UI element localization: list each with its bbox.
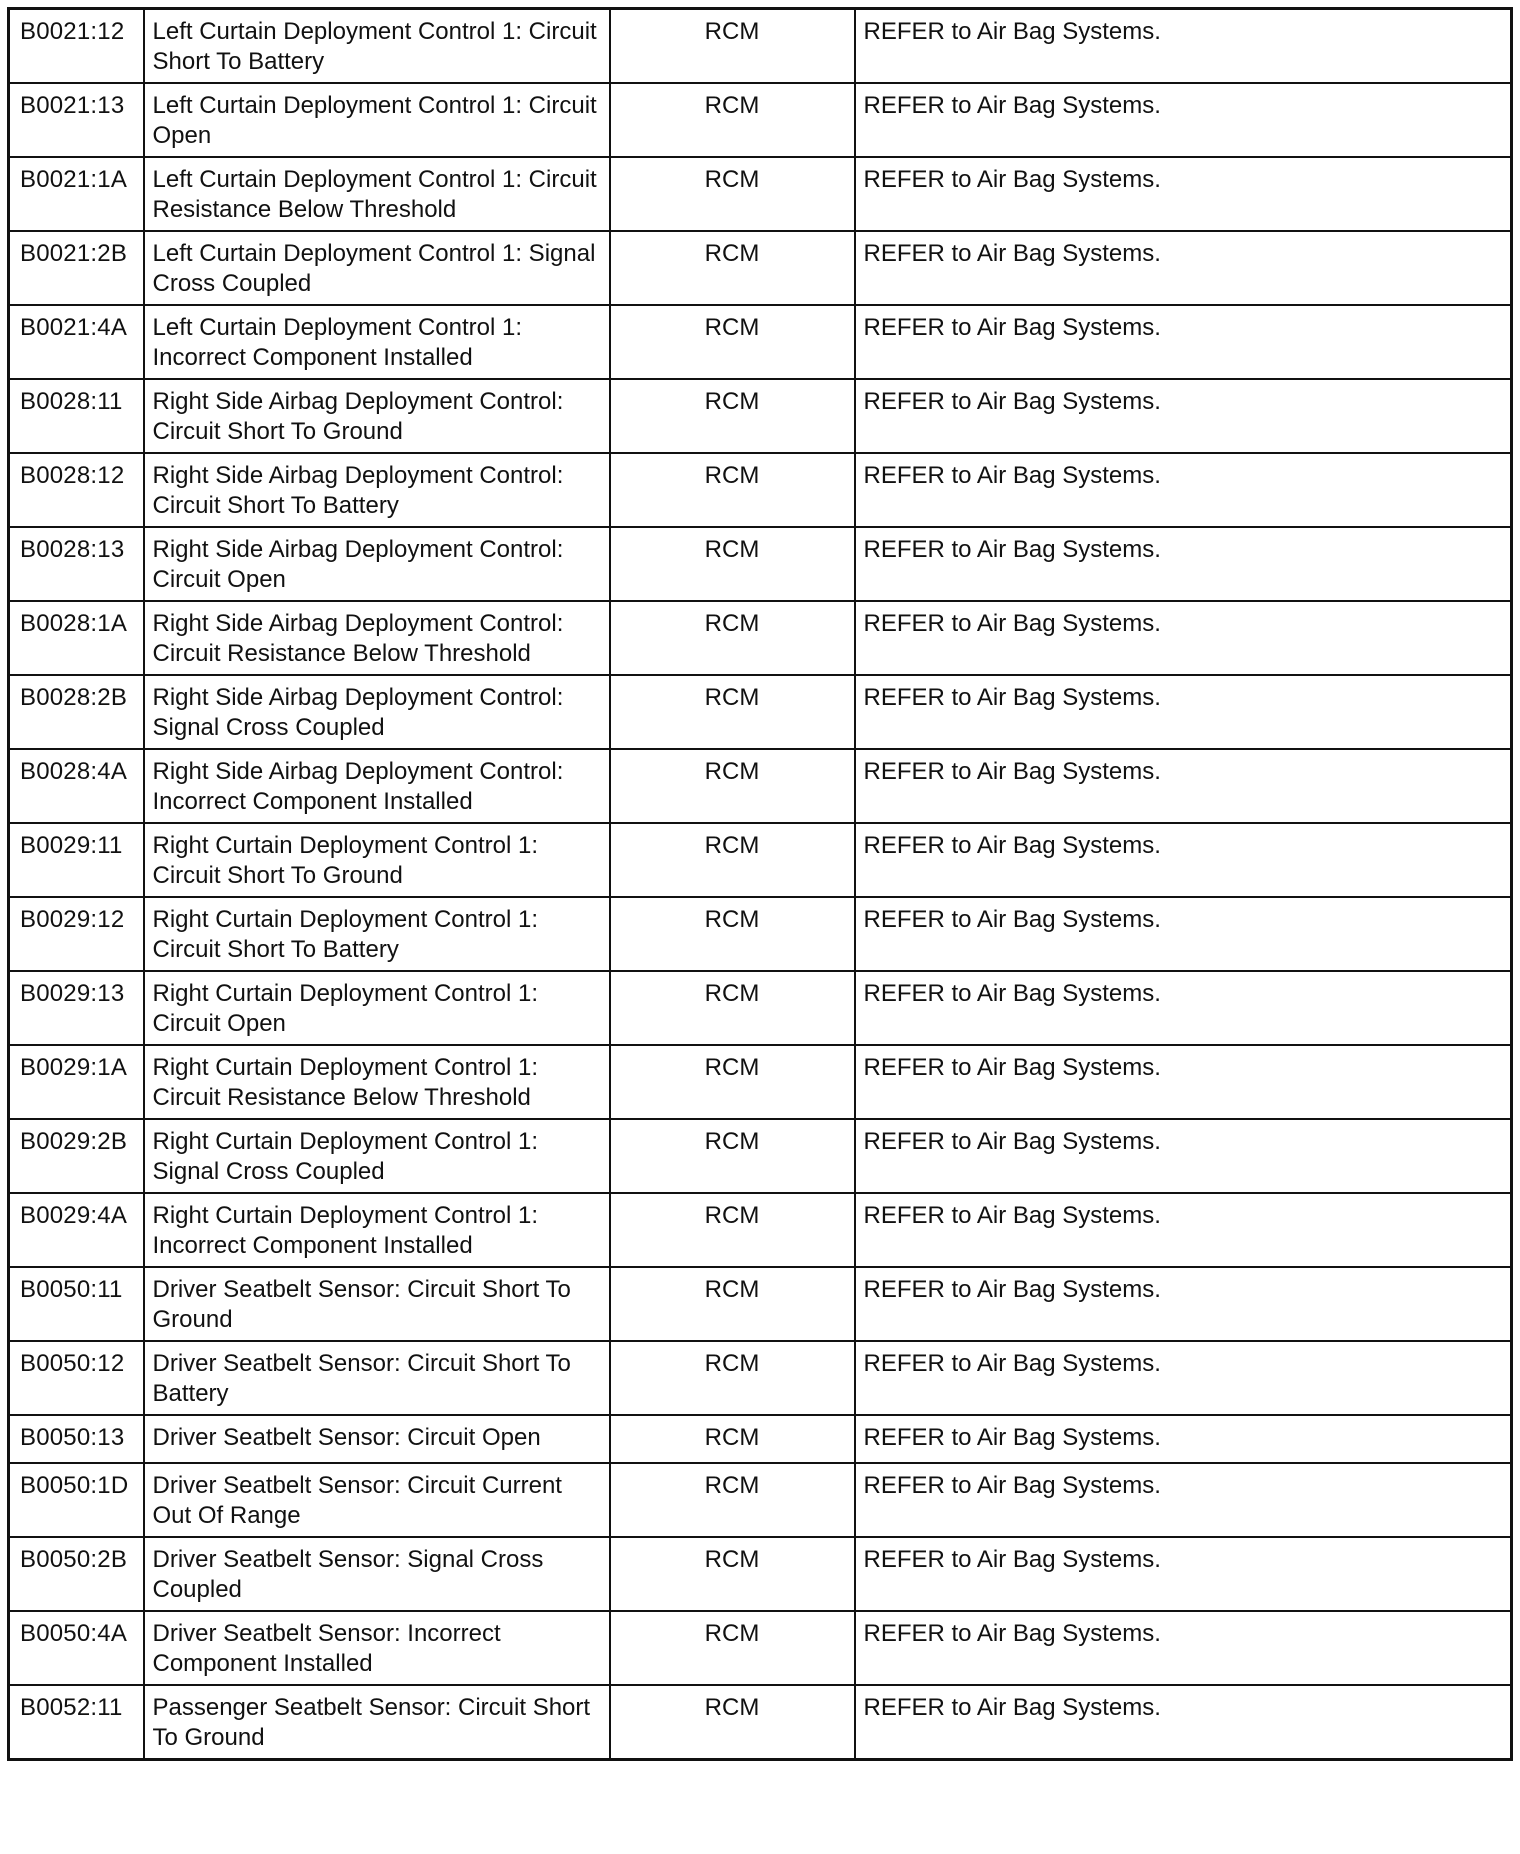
module-cell: RCM	[610, 1611, 855, 1685]
module-cell: RCM	[610, 1537, 855, 1611]
table-row	[9, 379, 1512, 453]
module-cell: RCM	[610, 897, 855, 971]
action-cell: REFER to Air Bag Systems.	[855, 379, 1512, 453]
dtc-description-cell: Right Side Airbag Deployment Control: Signal Cross Coupled	[144, 675, 610, 749]
dtc-description-cell: Driver Seatbelt Sensor: Circuit Open	[144, 1415, 610, 1463]
module-cell: RCM	[610, 305, 855, 379]
table-row	[9, 1537, 1512, 1611]
dtc-description-cell: Right Curtain Deployment Control 1: Circuit Open	[144, 971, 610, 1045]
action-cell: REFER to Air Bag Systems.	[855, 601, 1512, 675]
dtc-code-cell: B0050:1D	[9, 1463, 144, 1537]
table-row	[9, 83, 1512, 157]
action-cell: REFER to Air Bag Systems.	[855, 231, 1512, 305]
dtc-code-cell: B0021:12	[9, 9, 144, 84]
table-row	[9, 749, 1512, 823]
dtc-code-cell: B0028:2B	[9, 675, 144, 749]
dtc-code-cell: B0021:1A	[9, 157, 144, 231]
table-row	[9, 1267, 1512, 1341]
action-cell: REFER to Air Bag Systems.	[855, 1193, 1512, 1267]
action-cell: REFER to Air Bag Systems.	[855, 1415, 1512, 1463]
table-row	[9, 453, 1512, 527]
table-row	[9, 9, 1512, 84]
action-cell: REFER to Air Bag Systems.	[855, 157, 1512, 231]
action-cell: REFER to Air Bag Systems.	[855, 1045, 1512, 1119]
dtc-table	[7, 7, 1513, 1761]
action-cell: REFER to Air Bag Systems.	[855, 971, 1512, 1045]
dtc-code-cell: B0050:2B	[9, 1537, 144, 1611]
module-cell: RCM	[610, 823, 855, 897]
dtc-description-cell: Right Side Airbag Deployment Control: Circuit Resistance Below Threshold	[144, 601, 610, 675]
table-row	[9, 1463, 1512, 1537]
module-cell: RCM	[610, 157, 855, 231]
dtc-code-cell: B0028:4A	[9, 749, 144, 823]
dtc-code-cell: B0021:4A	[9, 305, 144, 379]
dtc-code-cell: B0029:11	[9, 823, 144, 897]
module-cell: RCM	[610, 1685, 855, 1760]
dtc-code-cell: B0052:11	[9, 1685, 144, 1760]
dtc-code-cell: B0028:11	[9, 379, 144, 453]
table-row	[9, 1415, 1512, 1463]
action-cell: REFER to Air Bag Systems.	[855, 1119, 1512, 1193]
action-cell: REFER to Air Bag Systems.	[855, 527, 1512, 601]
dtc-code-cell: B0050:11	[9, 1267, 144, 1341]
module-cell: RCM	[610, 9, 855, 84]
action-cell: REFER to Air Bag Systems.	[855, 1537, 1512, 1611]
action-cell: REFER to Air Bag Systems.	[855, 453, 1512, 527]
dtc-description-cell: Left Curtain Deployment Control 1: Circuit Resistance Below Threshold	[144, 157, 610, 231]
dtc-description-cell: Right Side Airbag Deployment Control: Incorrect Component Installed	[144, 749, 610, 823]
module-cell: RCM	[610, 1193, 855, 1267]
table-row	[9, 601, 1512, 675]
dtc-description-cell: Right Side Airbag Deployment Control: Circuit Short To Battery	[144, 453, 610, 527]
dtc-code-cell: B0028:13	[9, 527, 144, 601]
action-cell: REFER to Air Bag Systems.	[855, 897, 1512, 971]
table-row	[9, 305, 1512, 379]
table-row	[9, 1341, 1512, 1415]
table-row	[9, 527, 1512, 601]
dtc-code-cell: B0028:1A	[9, 601, 144, 675]
action-cell: REFER to Air Bag Systems.	[855, 9, 1512, 84]
dtc-code-cell: B0029:1A	[9, 1045, 144, 1119]
dtc-description-cell: Right Curtain Deployment Control 1: Signal Cross Coupled	[144, 1119, 610, 1193]
module-cell: RCM	[610, 527, 855, 601]
dtc-code-cell: B0029:4A	[9, 1193, 144, 1267]
dtc-description-cell: Passenger Seatbelt Sensor: Circuit Short To Ground	[144, 1685, 610, 1760]
module-cell: RCM	[610, 971, 855, 1045]
dtc-code-cell: B0050:12	[9, 1341, 144, 1415]
module-cell: RCM	[610, 1415, 855, 1463]
module-cell: RCM	[610, 1463, 855, 1537]
module-cell: RCM	[610, 379, 855, 453]
dtc-code-cell: B0028:12	[9, 453, 144, 527]
module-cell: RCM	[610, 1045, 855, 1119]
table-row	[9, 897, 1512, 971]
dtc-description-cell: Right Side Airbag Deployment Control: Circuit Open	[144, 527, 610, 601]
module-cell: RCM	[610, 601, 855, 675]
dtc-description-cell: Driver Seatbelt Sensor: Circuit Short To Battery	[144, 1341, 610, 1415]
dtc-description-cell: Right Curtain Deployment Control 1: Incorrect Component Installed	[144, 1193, 610, 1267]
dtc-description-cell: Left Curtain Deployment Control 1: Circuit Short To Battery	[144, 9, 610, 84]
dtc-description-cell: Right Side Airbag Deployment Control: Circuit Short To Ground	[144, 379, 610, 453]
module-cell: RCM	[610, 1341, 855, 1415]
table-row	[9, 157, 1512, 231]
dtc-description-cell: Driver Seatbelt Sensor: Incorrect Component Installed	[144, 1611, 610, 1685]
dtc-description-cell: Right Curtain Deployment Control 1: Circuit Short To Ground	[144, 823, 610, 897]
module-cell: RCM	[610, 83, 855, 157]
dtc-code-cell: B0029:13	[9, 971, 144, 1045]
action-cell: REFER to Air Bag Systems.	[855, 305, 1512, 379]
action-cell: REFER to Air Bag Systems.	[855, 823, 1512, 897]
module-cell: RCM	[610, 1267, 855, 1341]
action-cell: REFER to Air Bag Systems.	[855, 1611, 1512, 1685]
action-cell: REFER to Air Bag Systems.	[855, 83, 1512, 157]
table-row	[9, 1045, 1512, 1119]
module-cell: RCM	[610, 453, 855, 527]
dtc-description-cell: Driver Seatbelt Sensor: Signal Cross Coupled	[144, 1537, 610, 1611]
dtc-description-cell: Right Curtain Deployment Control 1: Circuit Short To Battery	[144, 897, 610, 971]
action-cell: REFER to Air Bag Systems.	[855, 1463, 1512, 1537]
dtc-description-cell: Right Curtain Deployment Control 1: Circuit Resistance Below Threshold	[144, 1045, 610, 1119]
action-cell: REFER to Air Bag Systems.	[855, 1267, 1512, 1341]
dtc-description-cell: Left Curtain Deployment Control 1: Circuit Open	[144, 83, 610, 157]
dtc-description-cell: Left Curtain Deployment Control 1: Signal Cross Coupled	[144, 231, 610, 305]
table-row	[9, 971, 1512, 1045]
dtc-description-cell: Left Curtain Deployment Control 1: Incorrect Component Installed	[144, 305, 610, 379]
action-cell: REFER to Air Bag Systems.	[855, 1685, 1512, 1760]
table-row	[9, 1193, 1512, 1267]
table-row	[9, 1685, 1512, 1760]
dtc-code-cell: B0021:2B	[9, 231, 144, 305]
module-cell: RCM	[610, 231, 855, 305]
module-cell: RCM	[610, 1119, 855, 1193]
dtc-description-cell: Driver Seatbelt Sensor: Circuit Short To Ground	[144, 1267, 610, 1341]
dtc-table-body	[9, 9, 1512, 1760]
dtc-description-cell: Driver Seatbelt Sensor: Circuit Current Out Of Range	[144, 1463, 610, 1537]
module-cell: RCM	[610, 675, 855, 749]
module-cell: RCM	[610, 749, 855, 823]
dtc-code-cell: B0029:12	[9, 897, 144, 971]
table-row	[9, 231, 1512, 305]
table-row	[9, 1119, 1512, 1193]
action-cell: REFER to Air Bag Systems.	[855, 749, 1512, 823]
table-row	[9, 823, 1512, 897]
action-cell: REFER to Air Bag Systems.	[855, 1341, 1512, 1415]
dtc-code-cell: B0029:2B	[9, 1119, 144, 1193]
action-cell: REFER to Air Bag Systems.	[855, 675, 1512, 749]
dtc-code-cell: B0050:13	[9, 1415, 144, 1463]
table-row	[9, 1611, 1512, 1685]
table-row	[9, 675, 1512, 749]
dtc-code-cell: B0050:4A	[9, 1611, 144, 1685]
dtc-code-cell: B0021:13	[9, 83, 144, 157]
